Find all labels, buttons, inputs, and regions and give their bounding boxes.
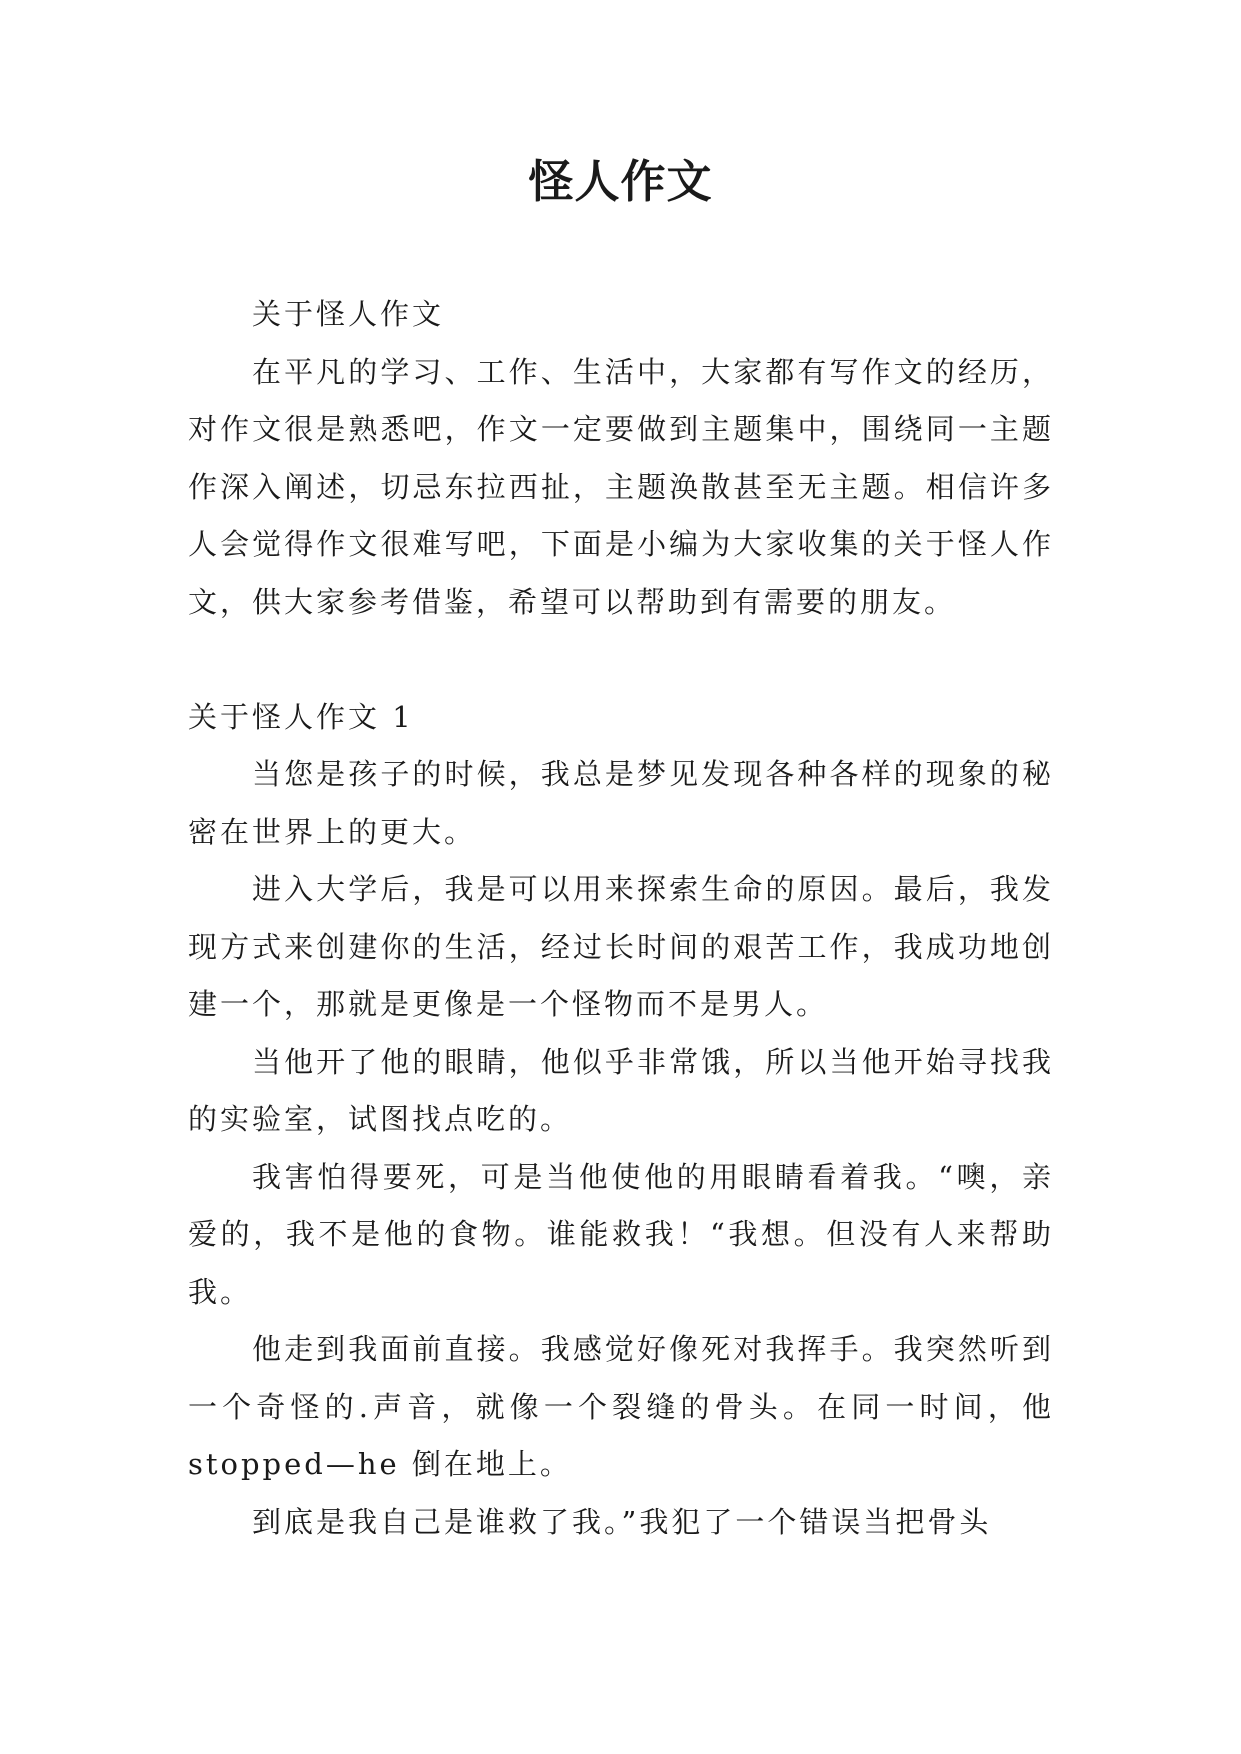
section-heading: 关于怪人作文 1 <box>188 699 414 734</box>
intro-paragraph: 在平凡的学习、工作、生活中，大家都有写作文的经历，对作文很是熟悉吧，作文一定要做到主题集中，围绕同一主题作深入阐述，切忌东拉西扯，主题涣散甚至无主题。相信许多人会觉得作文很难写吧，下面是小编为大家收集的关于怪人作文，供大家参考借鉴，希望可以帮助到有需要的朋友。 <box>188 354 1054 619</box>
section-paragraph: 进入大学后，我是可以用来探索生命的原因。最后，我发现方式来创建你的生活，经过长时间的艰苦工作，我成功地创建一个，那就是更像是一个怪物而不是男人。 <box>188 872 1054 1021</box>
document-body <box>188 286 1054 1551</box>
intro-heading: 关于怪人作文 <box>252 297 445 331</box>
section-paragraph: 我害怕得要死，可是当他使他的用眼睛看着我。“噢，亲爱的，我不是他的食物。谁能救我！“我想。但没有人来帮助我。 <box>188 1159 1054 1309</box>
section-paragraph: 到底是我自己是谁救了我。”我犯了一个错误当把骨头 <box>252 1504 992 1539</box>
document-title: 怪人作文 <box>528 155 713 208</box>
section-paragraph: 他走到我面前直接。我感觉好像死对我挥手。我突然听到一个奇怪的.声音，就像一个裂缝的骨头。在同一时间，他 stopped—he 倒在地上。 <box>188 1332 1054 1481</box>
section-paragraph: 当您是孩子的时候，我总是梦见发现各种各样的现象的秘密在世界上的更大。 <box>188 757 1054 849</box>
section-spacer <box>188 631 1054 689</box>
section-paragraph: 当他开了他的眼睛，他似乎非常饿，所以当他开始寻找我的实验室，试图找点吃的。 <box>188 1044 1054 1136</box>
